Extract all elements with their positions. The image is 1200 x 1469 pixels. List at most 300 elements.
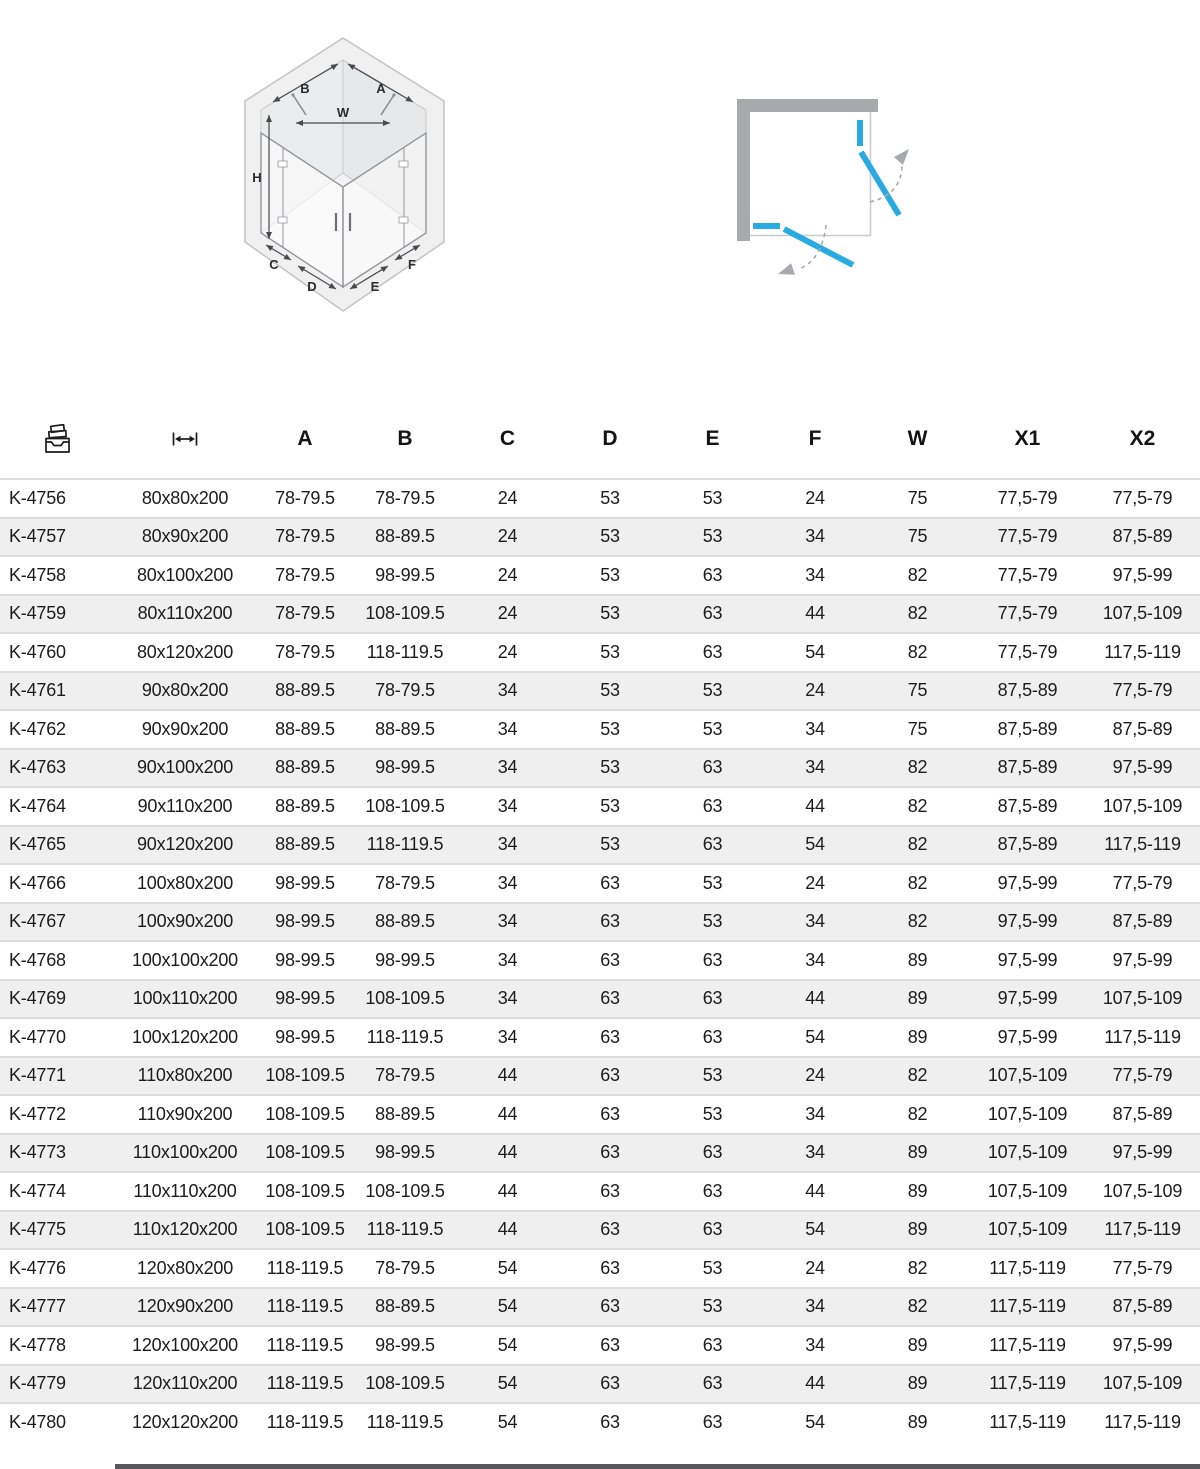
cell-X2: 97,5-99 — [1112, 757, 1173, 778]
cell-X1: 77,5-79 — [997, 641, 1058, 662]
cell-F: 24 — [805, 1257, 825, 1278]
table-row — [0, 1248, 1200, 1287]
table-row — [0, 1094, 1200, 1133]
table-row — [0, 1287, 1200, 1326]
cell-X1: 107,5-109 — [987, 1142, 1068, 1163]
cell-X1: 107,5-109 — [987, 1065, 1068, 1086]
cell-F: 34 — [805, 911, 825, 932]
cell-B: 88-89.5 — [375, 1296, 435, 1317]
cell-B: 98-99.5 — [375, 757, 435, 778]
label-C: C — [269, 257, 279, 272]
cell-W: 75 — [907, 718, 928, 739]
cell-D: 53 — [600, 641, 620, 662]
table-row — [0, 594, 1200, 633]
hinge — [278, 161, 287, 167]
cell-size: 90x120x200 — [136, 834, 234, 855]
cell-W: 89 — [907, 1373, 928, 1394]
cell-X1: 107,5-109 — [987, 1103, 1068, 1124]
cell-B: 118-119.5 — [366, 1219, 444, 1240]
cell-A: 78-79.5 — [275, 641, 335, 662]
cell-W: 89 — [907, 1219, 928, 1240]
cell-size: 100x90x200 — [136, 911, 234, 932]
hinge — [399, 217, 408, 223]
cell-E: 53 — [702, 872, 723, 893]
cell-C: 44 — [497, 1219, 518, 1240]
cell-C: 34 — [497, 795, 518, 816]
cell-W: 89 — [907, 949, 928, 970]
cell-X1: 87,5-89 — [997, 757, 1058, 778]
cell-A: 78-79.5 — [275, 526, 335, 547]
cell-X1: 97,5-99 — [997, 872, 1058, 893]
label-D: D — [307, 279, 317, 294]
cell-A: 88-89.5 — [275, 680, 335, 701]
cell-B: 78-79.5 — [375, 487, 435, 508]
cell-size: 110x90x200 — [137, 1103, 233, 1124]
cell-B: 88-89.5 — [375, 718, 435, 739]
cell-F: 44 — [805, 1373, 825, 1394]
cell-E: 53 — [702, 680, 723, 701]
cell-size: 120x110x200 — [132, 1373, 238, 1394]
cell-X1: 77,5-79 — [997, 526, 1058, 547]
cell-X2: 117,5-119 — [1104, 1219, 1181, 1240]
cell-X1: 117,5-119 — [989, 1257, 1066, 1278]
cell-E: 63 — [702, 1411, 723, 1432]
cell-E: 63 — [702, 641, 723, 662]
cell-F: 44 — [805, 603, 825, 624]
table-body — [0, 478, 1200, 1441]
cell-W: 89 — [907, 1026, 928, 1047]
cell-X2: 77,5-79 — [1112, 1065, 1173, 1086]
cell-code: K-4776 — [9, 1257, 66, 1278]
cell-D: 63 — [600, 1103, 620, 1124]
cell-W: 89 — [907, 1411, 928, 1432]
cell-E: 63 — [702, 949, 723, 970]
cell-X2: 107,5-109 — [1102, 1373, 1183, 1394]
cell-D: 53 — [600, 603, 620, 624]
label-W: W — [336, 105, 350, 120]
cell-E: 63 — [702, 1180, 723, 1201]
cell-W: 75 — [907, 680, 928, 701]
cell-W: 82 — [907, 1065, 928, 1086]
cell-A: 78-79.5 — [275, 487, 335, 508]
cell-X1: 107,5-109 — [987, 1180, 1068, 1201]
cell-F: 34 — [805, 718, 825, 739]
cell-A: 118-119.5 — [266, 1411, 344, 1432]
cell-C: 54 — [497, 1411, 518, 1432]
cell-F: 34 — [805, 564, 825, 585]
cell-A: 118-119.5 — [266, 1257, 344, 1278]
cell-W: 75 — [907, 487, 928, 508]
cell-size: 80x80x200 — [141, 487, 229, 508]
label-F: F — [408, 257, 416, 272]
cell-size: 100x110x200 — [132, 988, 238, 1009]
cell-code: K-4765 — [9, 834, 66, 855]
column-header-size — [115, 431, 255, 447]
cell-X2: 97,5-99 — [1112, 564, 1173, 585]
cell-B: 118-119.5 — [366, 834, 444, 855]
cell-size: 80x100x200 — [136, 564, 234, 585]
cell-D: 53 — [600, 795, 620, 816]
cell-size: 110x120x200 — [132, 1219, 238, 1240]
cell-F: 34 — [805, 1334, 825, 1355]
cell-E: 53 — [702, 911, 723, 932]
cell-X2: 107,5-109 — [1102, 988, 1183, 1009]
cell-D: 63 — [600, 1257, 620, 1278]
cell-B: 78-79.5 — [375, 872, 435, 893]
cell-size: 100x100x200 — [132, 949, 238, 970]
column-header-b: B — [397, 427, 413, 450]
cell-size: 90x90x200 — [141, 718, 229, 739]
cell-A: 78-79.5 — [275, 603, 335, 624]
cell-A: 108-109.5 — [265, 1065, 345, 1086]
cell-E: 63 — [702, 834, 723, 855]
cell-F: 54 — [805, 834, 825, 855]
table-row — [0, 1017, 1200, 1056]
cell-E: 63 — [702, 757, 723, 778]
cell-C: 34 — [497, 834, 518, 855]
table-row — [0, 478, 1200, 517]
table-row — [0, 786, 1200, 825]
cell-X1: 97,5-99 — [997, 988, 1058, 1009]
cell-F: 44 — [805, 988, 825, 1009]
cell-D: 53 — [600, 757, 620, 778]
cell-D: 63 — [600, 1296, 620, 1317]
cell-X1: 107,5-109 — [987, 1219, 1068, 1240]
cell-A: 108-109.5 — [265, 1142, 345, 1163]
cell-E: 63 — [702, 1334, 723, 1355]
top-view-swing-diagram — [718, 88, 978, 293]
cell-C: 24 — [497, 526, 518, 547]
cell-B: 108-109.5 — [365, 1180, 445, 1201]
cell-X2: 107,5-109 — [1102, 603, 1183, 624]
cell-C: 44 — [497, 1065, 518, 1086]
wall — [737, 99, 878, 241]
cell-code: K-4767 — [9, 911, 66, 932]
cell-code: K-4772 — [9, 1103, 66, 1124]
cell-W: 82 — [907, 911, 928, 932]
cell-X2: 87,5-89 — [1112, 1103, 1173, 1124]
cell-E: 53 — [702, 1257, 723, 1278]
hinge — [278, 217, 287, 223]
table-row — [0, 671, 1200, 710]
cell-F: 24 — [805, 487, 825, 508]
table-row — [0, 517, 1200, 556]
cell-W: 82 — [907, 795, 928, 816]
cell-size: 80x120x200 — [136, 641, 234, 662]
cell-X2: 117,5-119 — [1104, 641, 1181, 662]
cell-X2: 77,5-79 — [1112, 680, 1173, 701]
cell-W: 89 — [907, 988, 928, 1009]
cell-code: K-4756 — [9, 487, 66, 508]
cell-C: 34 — [497, 680, 518, 701]
cell-E: 63 — [702, 1373, 723, 1394]
cell-X1: 117,5-119 — [989, 1334, 1066, 1355]
cell-B: 108-109.5 — [365, 603, 445, 624]
cell-D: 63 — [600, 1411, 620, 1432]
cell-B: 98-99.5 — [375, 949, 435, 970]
cell-D: 63 — [600, 911, 620, 932]
table-row — [0, 940, 1200, 979]
cell-D: 63 — [600, 1026, 620, 1047]
cell-B: 78-79.5 — [375, 680, 435, 701]
cell-B: 118-119.5 — [366, 641, 444, 662]
table-row — [0, 1364, 1200, 1403]
cell-E: 53 — [702, 1296, 723, 1317]
table-row — [0, 1325, 1200, 1364]
cell-code: K-4773 — [9, 1142, 66, 1163]
cell-size: 80x90x200 — [141, 526, 229, 547]
cell-B: 88-89.5 — [375, 526, 435, 547]
column-header-d: D — [602, 427, 618, 450]
table-row — [0, 979, 1200, 1018]
cell-size: 90x100x200 — [136, 757, 234, 778]
cell-code: K-4774 — [9, 1180, 66, 1201]
cell-size: 120x100x200 — [132, 1334, 238, 1355]
cell-C: 34 — [497, 1026, 518, 1047]
cell-code: K-4766 — [9, 872, 66, 893]
cell-code: K-4757 — [9, 526, 66, 547]
cell-B: 78-79.5 — [375, 1065, 435, 1086]
cell-D: 63 — [600, 1334, 620, 1355]
cell-X2: 97,5-99 — [1112, 949, 1173, 970]
cell-X2: 117,5-119 — [1104, 1411, 1181, 1432]
cell-D: 63 — [600, 1065, 620, 1086]
cell-size: 90x80x200 — [141, 680, 229, 701]
section-divider — [115, 1464, 1200, 1469]
glass-panels-blue — [753, 120, 899, 265]
label-B: B — [300, 81, 310, 96]
cell-size: 120x80x200 — [136, 1257, 234, 1278]
column-header-c: C — [499, 427, 516, 450]
cell-E: 63 — [702, 1219, 723, 1240]
product-code-icon — [44, 424, 71, 454]
cell-E: 63 — [702, 1026, 723, 1047]
cell-W: 82 — [907, 1257, 928, 1278]
cell-X2: 87,5-89 — [1112, 718, 1173, 739]
diagram-section — [0, 0, 1200, 400]
cell-D: 53 — [600, 526, 620, 547]
dimensions-icon — [172, 431, 198, 447]
cell-size: 110x100x200 — [132, 1142, 238, 1163]
cell-W: 89 — [907, 1142, 928, 1163]
swing-arrowhead — [778, 263, 795, 274]
cell-C: 34 — [497, 949, 518, 970]
cell-C: 24 — [497, 603, 518, 624]
table-row — [0, 902, 1200, 941]
cell-C: 24 — [497, 487, 518, 508]
cell-code: K-4770 — [9, 1026, 66, 1047]
cell-D: 63 — [600, 949, 620, 970]
column-header-code — [0, 424, 115, 454]
cell-E: 63 — [702, 988, 723, 1009]
cell-F: 44 — [805, 795, 825, 816]
cell-size: 120x120x200 — [132, 1411, 238, 1432]
cell-code: K-4778 — [9, 1334, 66, 1355]
cell-X2: 87,5-89 — [1112, 526, 1173, 547]
isometric-enclosure-diagram — [228, 25, 468, 325]
cell-X1: 87,5-89 — [997, 680, 1058, 701]
hinge — [399, 161, 408, 167]
cell-A: 118-119.5 — [266, 1334, 344, 1355]
swing-arrowhead — [894, 149, 909, 165]
cell-C: 24 — [497, 641, 518, 662]
cell-D: 53 — [600, 680, 620, 701]
cell-D: 63 — [600, 1219, 620, 1240]
cell-size: 100x80x200 — [136, 872, 234, 893]
column-header-f: F — [808, 427, 822, 450]
cell-B: 108-109.5 — [365, 795, 445, 816]
cell-A: 98-99.5 — [275, 872, 335, 893]
cell-A: 78-79.5 — [275, 564, 335, 585]
cell-F: 44 — [805, 1180, 825, 1201]
cell-X1: 87,5-89 — [997, 834, 1058, 855]
cell-C: 34 — [497, 988, 518, 1009]
cell-F: 34 — [805, 1296, 825, 1317]
cell-X1: 117,5-119 — [989, 1373, 1066, 1394]
cell-D: 53 — [600, 718, 620, 739]
cell-X2: 97,5-99 — [1112, 1334, 1173, 1355]
cell-size: 100x120x200 — [132, 1026, 238, 1047]
cell-F: 54 — [805, 1026, 825, 1047]
table-row — [0, 632, 1200, 671]
cell-A: 98-99.5 — [275, 1026, 335, 1047]
cell-W: 82 — [907, 1296, 928, 1317]
table-row — [0, 1171, 1200, 1210]
cell-F: 24 — [805, 872, 825, 893]
cell-E: 53 — [702, 487, 723, 508]
cell-code: K-4777 — [9, 1296, 66, 1317]
cell-B: 108-109.5 — [365, 1373, 445, 1394]
cell-D: 63 — [600, 872, 620, 893]
cell-E: 53 — [702, 718, 723, 739]
cell-B: 78-79.5 — [375, 1257, 435, 1278]
cell-A: 108-109.5 — [265, 1219, 345, 1240]
cell-D: 63 — [600, 988, 620, 1009]
cell-C: 44 — [497, 1180, 518, 1201]
cell-F: 24 — [805, 1065, 825, 1086]
table-row — [0, 555, 1200, 594]
cell-code: K-4769 — [9, 988, 66, 1009]
cell-code: K-4759 — [9, 603, 66, 624]
table-header-row — [0, 400, 1200, 478]
cell-X1: 87,5-89 — [997, 795, 1058, 816]
label-A: A — [376, 81, 386, 96]
cell-code: K-4763 — [9, 757, 66, 778]
cell-E: 63 — [702, 1142, 723, 1163]
cell-size: 120x90x200 — [136, 1296, 234, 1317]
table-row — [0, 1210, 1200, 1249]
enclosure-outline — [750, 112, 871, 236]
cell-C: 24 — [497, 564, 518, 585]
cell-X2: 87,5-89 — [1112, 911, 1173, 932]
cell-A: 88-89.5 — [275, 718, 335, 739]
table-row — [0, 748, 1200, 787]
cell-C: 34 — [497, 911, 518, 932]
cell-E: 53 — [702, 526, 723, 547]
column-header-x1: X1 — [1014, 427, 1041, 450]
cell-code: K-4780 — [9, 1411, 66, 1432]
cell-A: 108-109.5 — [265, 1103, 345, 1124]
cell-E: 53 — [702, 1065, 723, 1086]
cell-C: 54 — [497, 1296, 518, 1317]
column-header-a: A — [297, 427, 313, 450]
cell-W: 82 — [907, 1103, 928, 1124]
cell-code: K-4758 — [9, 564, 66, 585]
cell-size: 110x80x200 — [137, 1065, 233, 1086]
table-row — [0, 1133, 1200, 1172]
column-header-x2: X2 — [1129, 427, 1156, 450]
cell-X1: 97,5-99 — [997, 949, 1058, 970]
cell-W: 82 — [907, 872, 928, 893]
cell-X1: 77,5-79 — [997, 564, 1058, 585]
table-row — [0, 709, 1200, 748]
cell-C: 54 — [497, 1257, 518, 1278]
cell-C: 44 — [497, 1142, 518, 1163]
cell-size: 80x110x200 — [137, 603, 233, 624]
cell-X2: 77,5-79 — [1112, 872, 1173, 893]
cell-D: 63 — [600, 1373, 620, 1394]
cell-B: 88-89.5 — [375, 1103, 435, 1124]
cell-C: 44 — [497, 1103, 518, 1124]
cell-X1: 97,5-99 — [997, 1026, 1058, 1047]
cell-F: 54 — [805, 1411, 825, 1432]
cell-size: 90x110x200 — [137, 795, 233, 816]
cell-X1: 117,5-119 — [989, 1411, 1066, 1432]
cell-A: 88-89.5 — [275, 834, 335, 855]
cell-W: 89 — [907, 1180, 928, 1201]
cell-code: K-4760 — [9, 641, 66, 662]
cell-E: 63 — [702, 564, 723, 585]
cell-B: 118-119.5 — [366, 1411, 444, 1432]
cell-A: 108-109.5 — [265, 1180, 345, 1201]
cell-X2: 107,5-109 — [1102, 1180, 1183, 1201]
cell-W: 82 — [907, 564, 928, 585]
cell-X2: 97,5-99 — [1112, 1142, 1173, 1163]
table-row — [0, 825, 1200, 864]
cell-F: 54 — [805, 641, 825, 662]
cell-B: 88-89.5 — [375, 911, 435, 932]
cell-F: 34 — [805, 1142, 825, 1163]
cell-C: 34 — [497, 718, 518, 739]
cell-W: 82 — [907, 603, 928, 624]
cell-E: 63 — [702, 603, 723, 624]
cell-code: K-4761 — [9, 680, 66, 701]
cell-X2: 117,5-119 — [1104, 834, 1181, 855]
cell-B: 98-99.5 — [375, 1334, 435, 1355]
cell-D: 63 — [600, 1180, 620, 1201]
cell-code: K-4764 — [9, 795, 66, 816]
cell-X1: 87,5-89 — [997, 718, 1058, 739]
cell-code: K-4762 — [9, 718, 66, 739]
cell-W: 82 — [907, 834, 928, 855]
cell-code: K-4768 — [9, 949, 66, 970]
cell-B: 108-109.5 — [365, 988, 445, 1009]
cell-X1: 97,5-99 — [997, 911, 1058, 932]
table-row — [0, 863, 1200, 902]
cell-C: 54 — [497, 1334, 518, 1355]
table-row — [0, 1056, 1200, 1095]
cell-F: 34 — [805, 757, 825, 778]
cell-W: 82 — [907, 641, 928, 662]
cell-X2: 107,5-109 — [1102, 795, 1183, 816]
cell-code: K-4775 — [9, 1219, 66, 1240]
cell-A: 88-89.5 — [275, 757, 335, 778]
cell-F: 34 — [805, 1103, 825, 1124]
label-H: H — [252, 170, 262, 185]
cell-B: 98-99.5 — [375, 564, 435, 585]
cell-D: 53 — [600, 834, 620, 855]
cell-E: 63 — [702, 795, 723, 816]
